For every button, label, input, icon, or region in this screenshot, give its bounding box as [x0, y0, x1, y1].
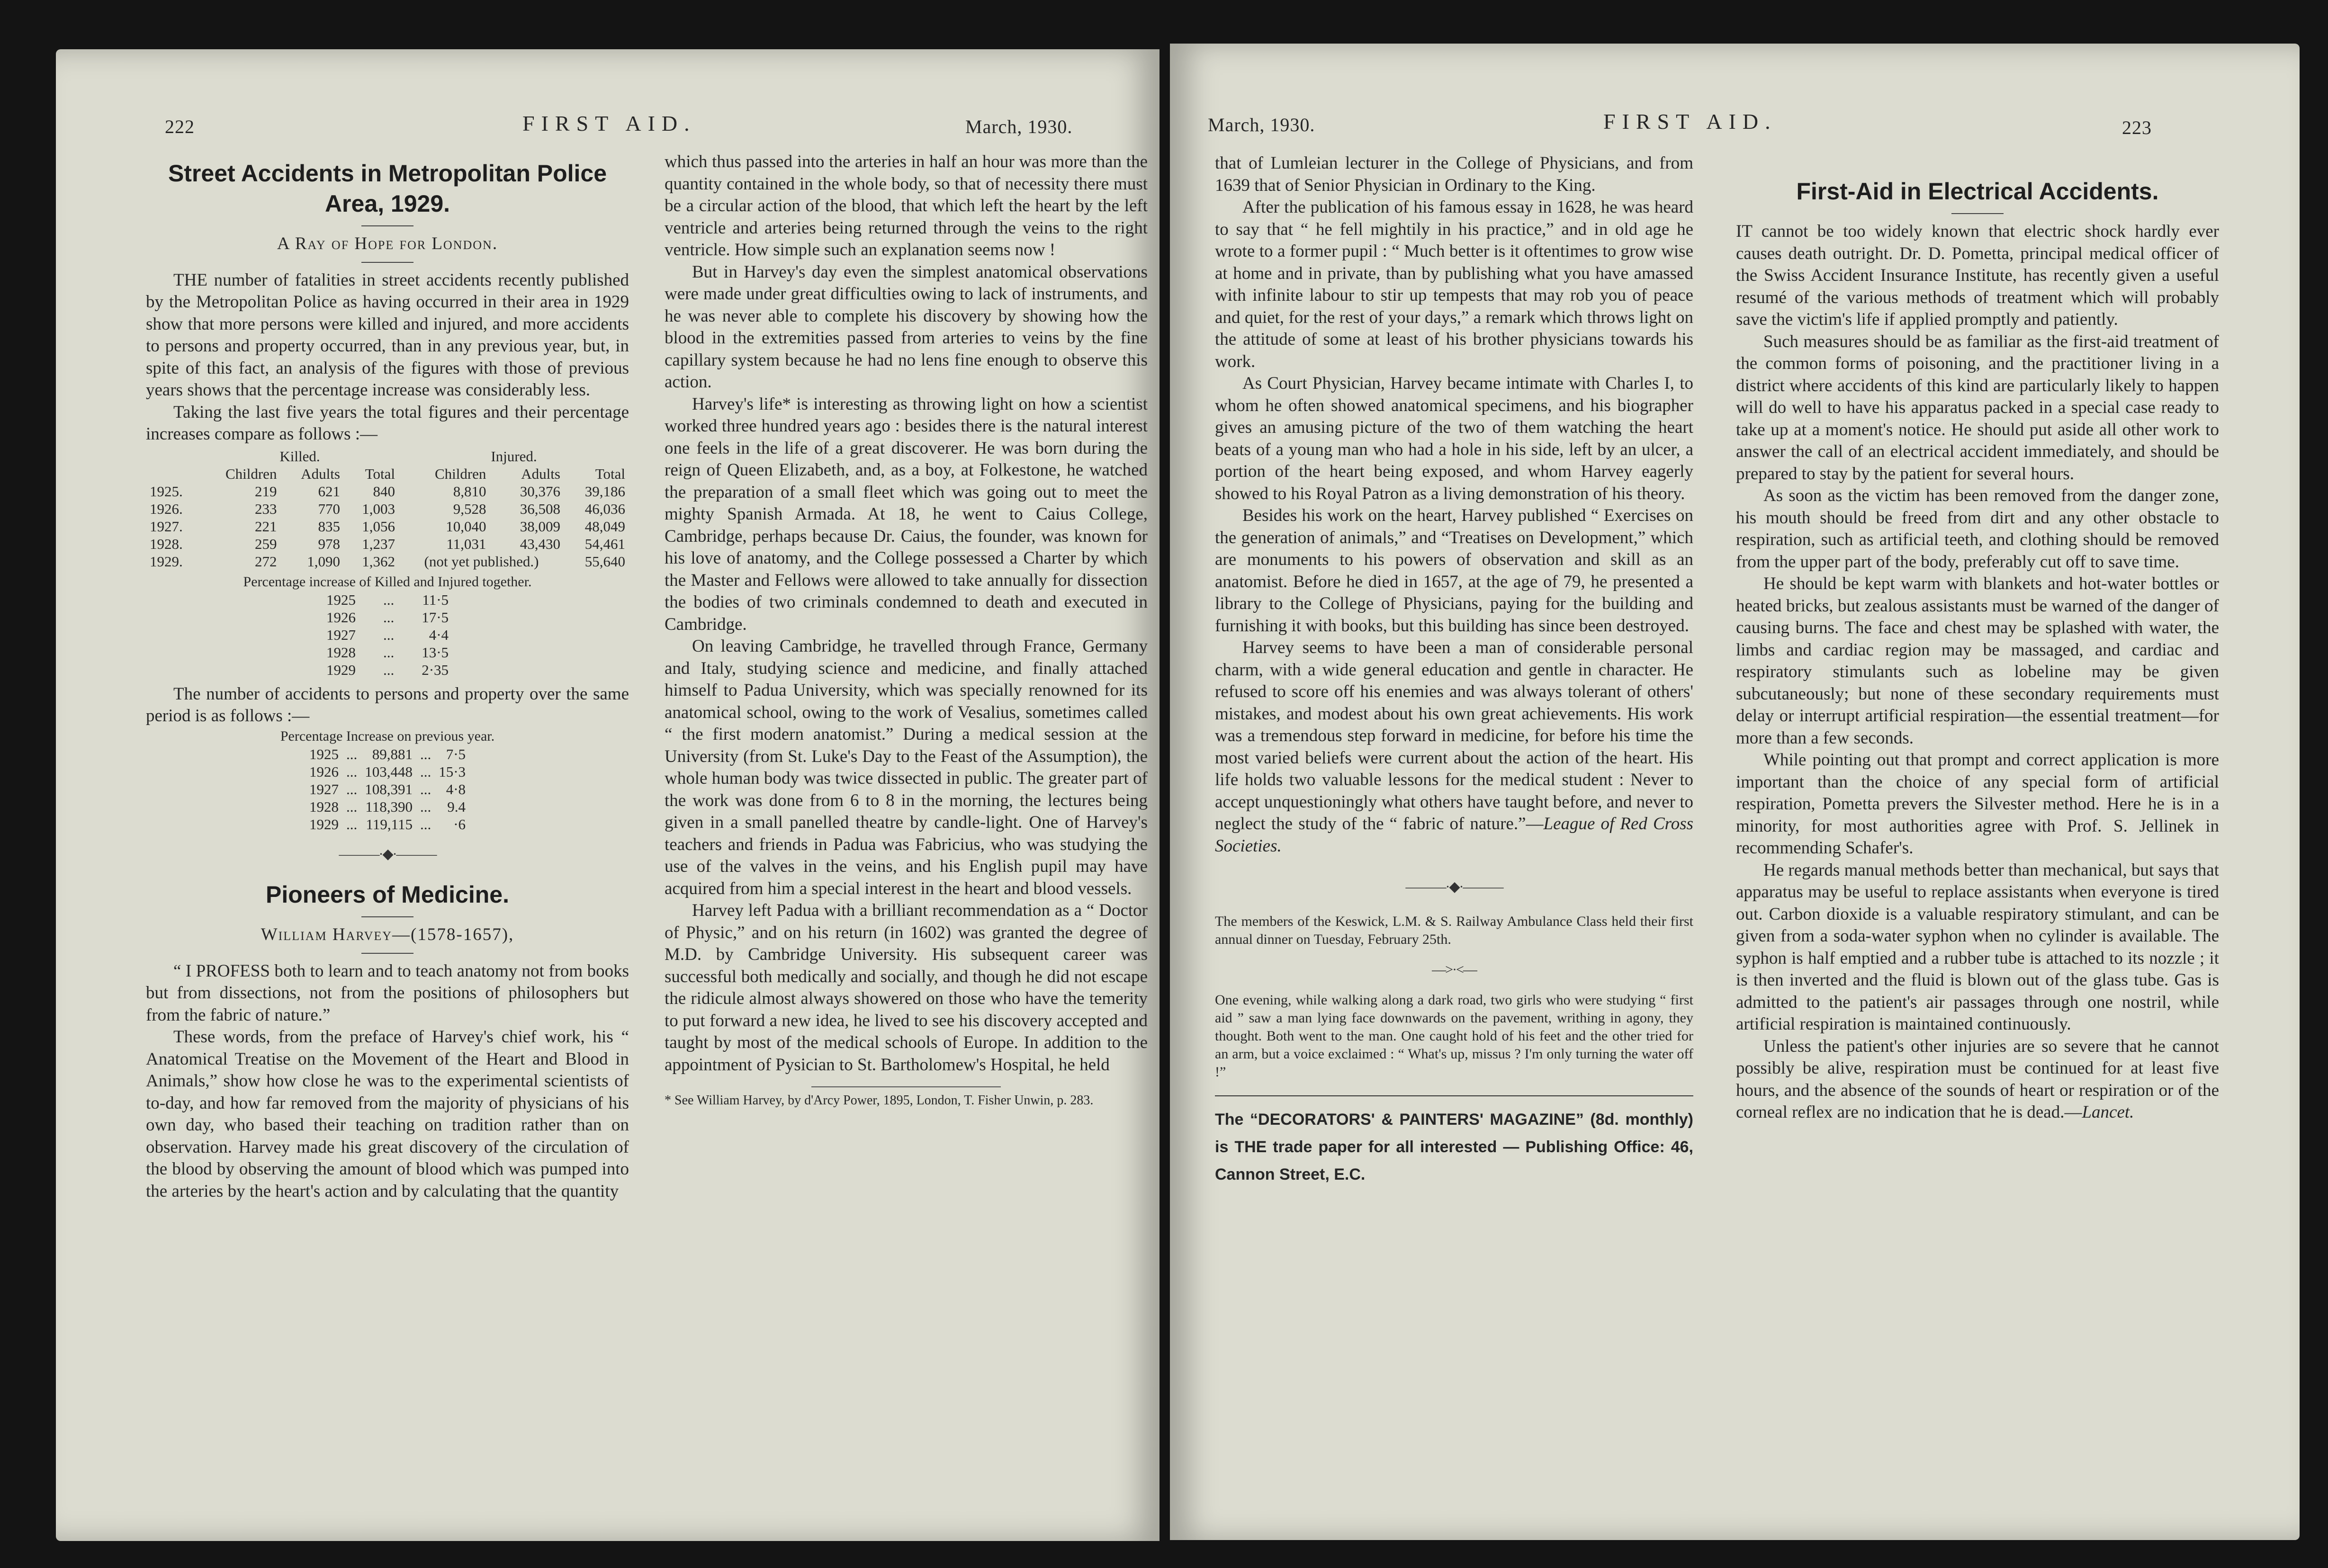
paragraph: But in Harvey's day even the simplest anatomical observations were made under great difficulties owing to lack of instruments, and he was never able to complete his discovery by showing how the blood in the extremities passed from arteries to veins by the fine capillary system because he had no lens fine enough to observe this action.: [665, 262, 1148, 392]
paragraph: Taking the last five years the total figures and their percentage increases compare as follows :—: [146, 402, 629, 444]
footnote: * See William Harvey, by d'Arcy Power, 1895, London, T. Fisher Unwin, p. 283.: [665, 1093, 1094, 1108]
table-row: 1926. 233 770 1,003 9,528 36,508 46,036: [150, 500, 625, 517]
left-column-2: [665, 151, 1148, 1109]
divider: [361, 953, 413, 954]
column-header: Adults: [521, 465, 560, 482]
table-row: 1927. 221 835 1,056 10,040 38,009 48,049: [150, 518, 625, 535]
column-header: Children: [225, 465, 277, 482]
paragraph: Harvey left Padua with a brilliant recommendation as a “ Doctor of Physic,” and on his return (in 1602) was granted the degree of M.D. by Cambridge University. His subsequent career was successful both medically and socially, and though he did not escape the ridicule almost always showered on those who have the temerity to put forward a new idea, he lived to see his discovery accepted and taught by most of the medical schools of Europe. In addition to the appointment of Pysician to St. Bartholomew's Hospital, he held: [665, 901, 1148, 1075]
group-header-injured: Injured.: [491, 448, 537, 465]
column-header: Total: [595, 465, 625, 482]
divider: [1215, 1095, 1693, 1096]
table-row: 1927 ... 4·4: [326, 626, 449, 643]
paragraph: which thus passed into the arteries in half an hour was more than the quantity contained in the whole body, so that of necessity there must be a circular action of the blood, that which left the heart by the left ventricle and arteries being returned through the veins to the right ventricle. How simple such an explanation seems now !: [665, 152, 1148, 260]
paragraph: He should be kept warm with blankets and hot-water bottles or heated bricks, but zealous assistants must be warned of the danger of causing burns. The face and chest may be splashed with water, the limbs and cardiac region may be massaged, and cardiac and respiratory stimulants such as lobeline may be given subcutaneously; but none of these secondary requirements must delay or interrupt artificial respiration—the essential treatment—for more than a few seconds.: [1736, 574, 2219, 748]
table-row: 1925. 219 621 840 8,810 30,376 39,186: [150, 483, 625, 500]
paragraph: As soon as the victim has been removed from the danger zone, his mouth should be freed from dirt and any other obstacle to respiration, such as artificial teeth, and clothing should be removed from the upper part of the body, preferably cut off to save time.: [1736, 486, 2219, 572]
paragraph: After the publication of his famous essay in 1628, he was heard to say that “ he fell mightily in his practice,” and in old age he wrote to a former pupil : “ Much better is it oftentimes to grow wise at home and in private, than by publishing what you have amassed with infinite labour to stir up tempests that may rob you of peace and quiet, for the rest of your days,” a remark which throws light on the attitude of some at least of his brother physicians towards his work.: [1215, 197, 1693, 371]
table-row: 1929 ... 2·35: [326, 661, 449, 678]
magazine-advertisement: The “DECORATORS' & PAINTERS' MAGAZINE” (8d. monthly) is THE trade paper for all interested — Publishing Office: 46, Cannon Street, E.C.: [1215, 1111, 1693, 1183]
article-title: Street Accidents in Metropolitan Police Area, 1929.: [168, 160, 607, 217]
table-row: 1926 ... 103,448 ... 15·3: [309, 763, 466, 780]
paragraph: Besides his work on the heart, Harvey published “ Exercises on the generation of animals,” and “Treatises on Development,” which are monuments to his powers of observation and skill as an anatomist. Before he died in 1657, at the age of 79, he presented a library to the College of Physicians, paying for the building and furnishing it with books, but this building has since been destroyed.: [1215, 506, 1693, 636]
source-credit: Lancet.: [2082, 1102, 2134, 1122]
footnote-rule: [811, 1086, 1001, 1087]
running-title: FIRST AID.: [522, 111, 696, 135]
page-number: 223: [2122, 117, 2152, 138]
right-column-1: [1215, 152, 1693, 1188]
paragraph: IT cannot be too widely known that electric shock hardly ever causes death outright. Dr. D. Pometta, principal medical officer of the Swiss Accident Insurance Institute, has recently given a useful resumé of the various methods of treatment which will probably save the victim's life if applied promptly and patiently.: [1736, 222, 2219, 329]
group-header-killed: Killed.: [279, 448, 320, 465]
paragraph: As Court Physician, Harvey became intimate with Charles I, to whom he often showed anatomical specimens, and his biographer gives an amusing picture of the two of them watching the heart beats of a young man who had a hole in his side, left by an ulcer, a portion of the heart being exposed, and whom Harvey eagerly showed to his Royal Patron as a living demonstration of his theory.: [1215, 374, 1693, 503]
table-caption: Percentage increase of Killed and Injured together.: [243, 573, 532, 590]
news-note: One evening, while walking along a dark road, two girls who were studying “ first aid ” saw a man lying face downwards on the pavement, writhing in agony, they thought. Both went to the man. One caught hold of his feet and the other tried for an arm, but a voice exclaimed : “ What's up, missus ? I'm only turning the water off !”: [1215, 992, 1693, 1080]
running-date: March, 1930.: [1208, 114, 1315, 135]
running-date: March, 1930.: [965, 116, 1073, 137]
page-number: 222: [165, 116, 195, 137]
table-row: 1928. 259 978 1,237 11,031 43,430 54,461: [150, 535, 625, 552]
article-title: Pioneers of Medicine.: [265, 881, 509, 908]
running-title: FIRST AID.: [1603, 109, 1777, 134]
column-header: Total: [365, 465, 395, 482]
section-ornament: —>·<—: [1432, 961, 1476, 977]
paragraph: The number of accidents to persons and property over the same period is as follows :—: [146, 684, 629, 726]
right-column-2: [1736, 176, 2219, 1124]
paragraph: that of Lumleian lecturer in the College of Physicians, and from 1639 that of Senior Physician in Ordinary to the King.: [1215, 153, 1693, 195]
source-credit: League of Red Cross Societies.: [1215, 814, 1693, 856]
paragraph: Unless the patient's other injuries are so severe that he cannot possibly be alive, respiration must be continued for at least five hours, and the absence of the sounds of heart or respiration or of the corneal reflex are no indication that he is dead.—Lancet.: [1736, 1036, 2219, 1122]
paragraph: These words, from the preface of Harvey's chief work, his “ Anatomical Treatise on the Movement of the Heart and Blood in Animals,” show how close he was to the experimental scientists of to-day, and how far removed from the majority of physicians of his own day, who based their teaching on tradition rather than on observation. Harvey made his great discovery of the circulation of the blood by observing the amount of blood which was pumped into the arteries by the heart's action and by calculating that the quantity: [146, 1027, 629, 1201]
table-row: 1927 ... 108,391 ... 4·8: [309, 780, 466, 797]
article-title: First-Aid in Electrical Accidents.: [1796, 178, 2159, 205]
divider: [361, 262, 413, 263]
right-page: [1170, 44, 2300, 1540]
percentage-table: [323, 591, 452, 679]
table-row: 1926 ... 17·5: [326, 609, 449, 626]
section-ornament: ———·◆·———: [1405, 879, 1503, 895]
left-column-1: [146, 158, 629, 1202]
accidents-table: [306, 745, 469, 833]
table-row: 1929 ... 119,115 ... ·6: [309, 815, 466, 833]
column-header: Children: [434, 465, 486, 482]
paragraph: THE number of fatalities in street accidents recently published by the Metropolitan Police as having occurred in their area in 1929 show that more persons were killed and injured, and more accidents to persons and property occurred, than in any previous year, but, in spite of this fact, an analysis of the figures with those of previous years shows that the percentage increase was considerably less.: [146, 270, 629, 400]
left-page: [56, 49, 1160, 1541]
paragraph: Harvey seems to have been a man of considerable personal charm, with a wide general education and gentle in character. He refused to score off his enemies and was always tolerant of others' mistakes, and modest about his own great achievements. His work was a tremendous step forward in medicine, for before his time the most varied beliefs were current about the action of the heart. His life holds two valuable lessons for the medical student : Never to accept unquestioningly what others have taught before, and never to neglect the study of the “ fabric of nature.”—League of Red Cross Societies.: [1215, 638, 1693, 856]
fatalities-table: [146, 448, 629, 570]
paragraph: “ I PROFESS both to learn and to teach anatomy not from books but from dissections, not from the positions of philosophers but from the fabric of nature.”: [146, 961, 629, 1025]
paragraph: Such measures should be as familiar as the first-aid treatment of the common forms of poisoning, and the practitioner living in a district where accidents of this kind are particularly likely to happen will do well to have his apparatus packed in a special case ready to take up at a moment's notice. He should put aside all other work to answer the call of an electrical accident immediately, and should be prepared to stay by the patient for several hours.: [1736, 332, 2219, 484]
divider: [361, 225, 413, 226]
table-caption: Percentage Increase on previous year.: [280, 728, 495, 744]
news-note: The members of the Keswick, L.M. & S. Railway Ambulance Class held their first annual dinner on Tuesday, February 25th.: [1215, 913, 1693, 947]
paragraph: On leaving Cambridge, he travelled through France, Germany and Italy, studying science and medicine, and finally attached himself to Padua University, which was specially renowned for its anatomical school, owing to the work of Vesalius, sometimes called “ the first modern anatomist.” During a medical session at the University (from St. Luke's Day to the Feast of the Assumption), the whole human body was twice dissected in public. The greater part of the work was done from 6 to 8 in the morning, the lectures being given in a small panelled theatre by candle-light. One of Harvey's teachers and friends in Padua was Fabricius, who was studying the use of the valves in the veins, and his English pupil may have acquired from him a special interest in the heart and blood vessels.: [665, 636, 1148, 898]
divider: [1951, 213, 2004, 214]
table-row: 1925 ... 89,881 ... 7·5: [309, 745, 466, 762]
article-subtitle: A Ray of Hope for London.: [277, 234, 498, 253]
column-header: Adults: [301, 465, 340, 482]
divider: [361, 916, 413, 917]
table-row: 1928 ... 118,390 ... 9.4: [309, 798, 466, 815]
table-row: 1928 ... 13·5: [326, 644, 449, 661]
paragraph: While pointing out that prompt and correct application is more important than the choice of any special form of artificial respiration, Pometta prevers the Silvester method. Here he is in a minority, for most authorities agree with Prof. S. Jellinek in recommending Schafer's.: [1736, 750, 2219, 858]
paragraph: Harvey's life* is interesting as throwing light on how a scientist worked three hundred years ago : besides there is the natural interest one feels in the life of a great discoverer. He was born during the reign of Queen Elizabeth, and, as a boy, at Folkestone, he watched the preparation of a small fleet which was going out to meet the mighty Spanish Armada. At 18, he went to Caius College, Cambridge, perhaps because Dr. Caius, the founder, was known for his love of anatomy, and the College possessed a Charter by which the Master and Fellows were allowed to take annually for dissection the bodies of two criminals condemned to death and executed in Cambridge.: [665, 394, 1148, 634]
article-subtitle: William Harvey—(1578-1657),: [261, 925, 514, 944]
section-ornament: ———·◆·———: [339, 846, 436, 862]
paragraph: He regards manual methods better than mechanical, but says that apparatus may be useful to replace assistants when everyone is tired out. Carbon dioxide is a valuable respiratory stimulant, and can be given from a soda-water syphon when no cylinder is available. The syphon is half emptied and a rubber tube is attached to its nozzle ; it is then inverted and the fluid is blown out of the glass tube. Gas is admitted to the patient's air passages through one nostril, while artificial respiration is maintained continuously.: [1736, 860, 2219, 1034]
table-row: 1929. 272 1,090 1,362 (not yet published.) 55,640: [150, 553, 625, 570]
table-row: 1925 ... 11·5: [326, 591, 449, 608]
